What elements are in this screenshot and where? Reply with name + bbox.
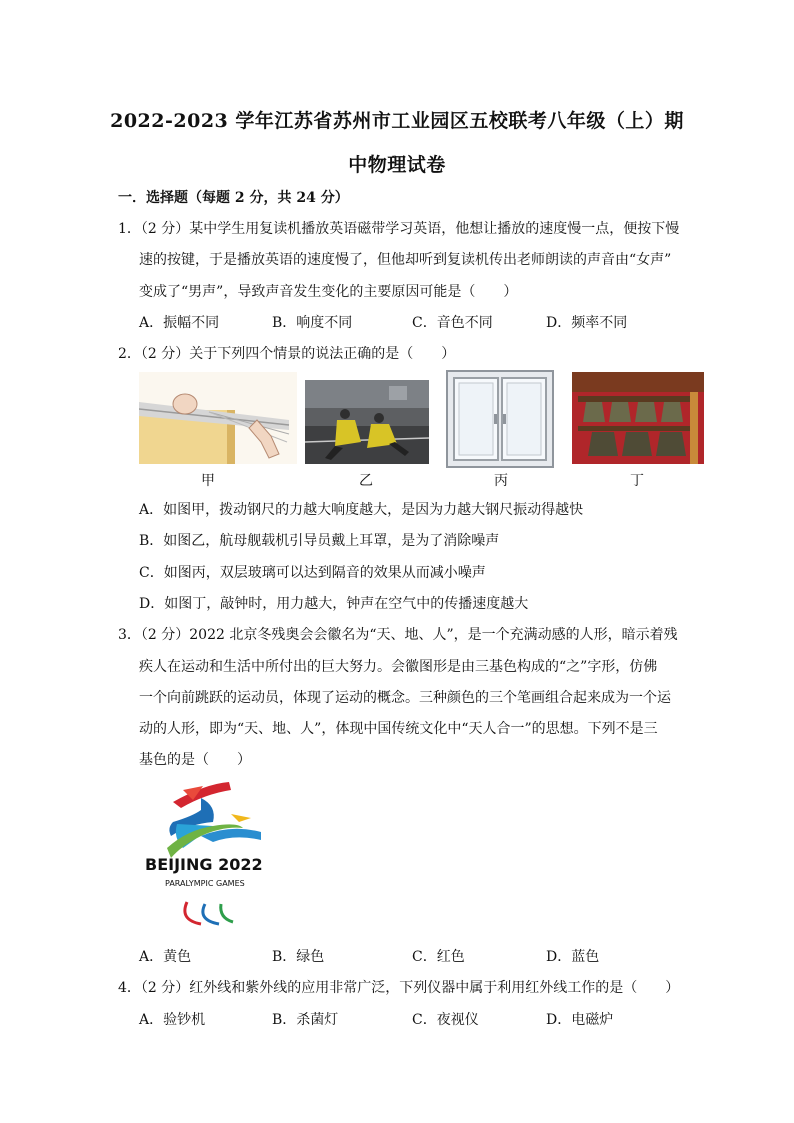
q3-option-a[interactable]: A．黄色 <box>139 949 192 965</box>
q1-option-b[interactable]: B．响度不同 <box>272 315 353 331</box>
q1-option-c[interactable]: C．音色不同 <box>412 315 493 331</box>
q1-option-d[interactable]: D．频率不同 <box>546 315 628 331</box>
figure-bing-double-glazed-window <box>446 370 554 468</box>
q2-option-c[interactable]: C．如图丙，双层玻璃可以达到隔音的效果从而减小噪声 <box>139 565 486 581</box>
figure-jia-ruler-illustration <box>139 372 297 464</box>
figure-yi-carrier-crew-photo <box>305 380 429 464</box>
caption-bing: 丙 <box>494 473 508 489</box>
caption-jia: 甲 <box>201 473 215 489</box>
q3-line2: 疾人在运动和生活中所付出的巨大努力。会徽图形是由三基色构成的“之”字形，仿佛 <box>139 659 658 675</box>
exam-title-line2: 中物理试卷 <box>348 154 446 176</box>
logo-paralympic-games-text: PARALYMPIC GAMES <box>165 879 245 888</box>
q3-line1: 3．（2 分）2022 北京冬残奥会会徽名为“天、地、人”，是一个充满动感的人形，暗示着残 <box>118 627 678 643</box>
q4-option-b[interactable]: B．杀菌灯 <box>272 1012 339 1028</box>
q1-option-a[interactable]: A．振幅不同 <box>139 315 220 331</box>
section-heading: 一．选择题（每题 2 分，共 24 分） <box>118 190 349 206</box>
q4-option-c[interactable]: C．夜视仪 <box>412 1012 479 1028</box>
q3-option-d[interactable]: D．蓝色 <box>546 949 600 965</box>
q2-option-b[interactable]: B．如图乙，航母舰载机引导员戴上耳罩，是为了消除噪声 <box>139 533 500 549</box>
q1-line1: 1．（2 分）某中学生用复读机播放英语磁带学习英语，他想让播放的速度慢一点，便按下慢 <box>118 221 680 237</box>
exam-title-line1: 2022-2023 学年江苏省苏州市工业园区五校联考八年级（上）期 <box>110 110 684 132</box>
logo-beijing-2022-text: BEIJING 2022 <box>145 855 263 874</box>
q2-line1: 2．（2 分）关于下列四个情景的说法正确的是（ ） <box>118 346 456 362</box>
q4-option-a[interactable]: A．验钞机 <box>139 1012 206 1028</box>
caption-yi: 乙 <box>359 473 373 489</box>
q3-line4: 动的人形，即为“天、地、人”，体现中国传统文化中“天人合一”的思想。下列不是三 <box>139 721 658 737</box>
q3-line5: 基色的是（ ） <box>139 752 251 768</box>
q4-line1: 4．（2 分）红外线和紫外线的应用非常广泛，下列仪器中属于利用红外线工作的是（ ） <box>118 980 680 996</box>
q3-line3: 一个向前跳跃的运动员，体现了运动的概念。三种颜色的三个笔画组合起来成为一个运 <box>139 690 671 706</box>
caption-ding: 丁 <box>630 473 644 489</box>
figure-ding-chime-bells-photo <box>572 372 704 464</box>
paralympic-emblem-logo <box>143 778 275 930</box>
q4-option-d[interactable]: D．电磁炉 <box>546 1012 614 1028</box>
q3-option-b[interactable]: B．绿色 <box>272 949 325 965</box>
q2-option-d[interactable]: D．如图丁，敲钟时，用力越大，钟声在空气中的传播速度越大 <box>139 596 529 612</box>
q3-option-c[interactable]: C．红色 <box>412 949 465 965</box>
q1-line2: 速的按键，于是播放英语的速度慢了，但他却听到复读机传出老师朗读的声音由“女声” <box>139 252 672 268</box>
q1-line3: 变成了“男声”，导致声音发生变化的主要原因可能是（ ） <box>139 284 518 300</box>
q2-option-a[interactable]: A．如图甲，拨动钢尺的力越大响度越大，是因为力越大钢尺振动得越快 <box>139 502 584 518</box>
